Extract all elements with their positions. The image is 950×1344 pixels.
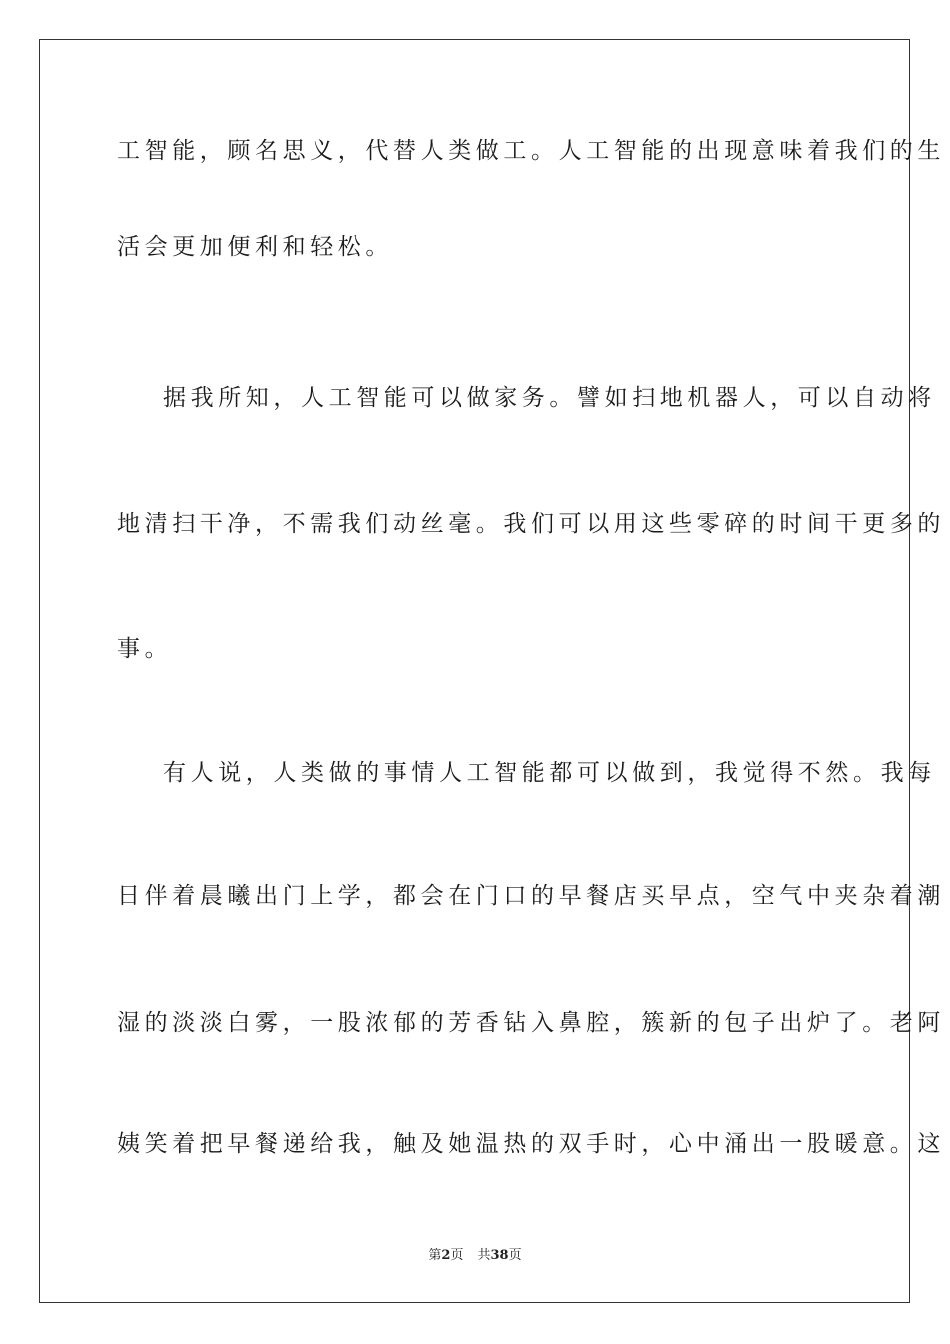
- text-line-1: 工智能，顾名思义，代替人类做工。人工智能的出现意味着我们的生: [117, 138, 945, 164]
- text-line-3: 据我所知，人工智能可以做家务。譬如扫地机器人，可以自动将: [163, 385, 936, 411]
- text-line-8: 湿的淡淡白雾，一股浓郁的芳香钻入鼻腔，簇新的包子出炉了。老阿: [117, 1010, 945, 1036]
- text-line-7: 日伴着晨曦出门上学，都会在门口的早餐店买早点，空气中夹杂着潮: [117, 883, 945, 909]
- page-footer: [0, 1248, 950, 1264]
- page-border: [39, 39, 910, 1303]
- page-prefix: 第: [428, 1248, 442, 1263]
- total-suffix: 页: [508, 1248, 522, 1263]
- text-line-2: 活会更加便利和轻松。: [117, 234, 393, 260]
- text-line-5: 事。: [117, 636, 173, 662]
- total-prefix: 共: [477, 1248, 491, 1263]
- page-number: 2: [441, 1248, 451, 1263]
- text-line-4: 地清扫干净，不需我们动丝毫。我们可以用这些零碎的时间干更多的: [117, 511, 945, 537]
- total-pages: 38: [490, 1248, 509, 1263]
- page-suffix: 页: [450, 1248, 464, 1263]
- text-line-9: 姨笑着把早餐递给我，触及她温热的双手时，心中涌出一股暖意。这: [117, 1131, 945, 1157]
- text-line-6: 有人说，人类做的事情人工智能都可以做到，我觉得不然。我每: [163, 760, 936, 786]
